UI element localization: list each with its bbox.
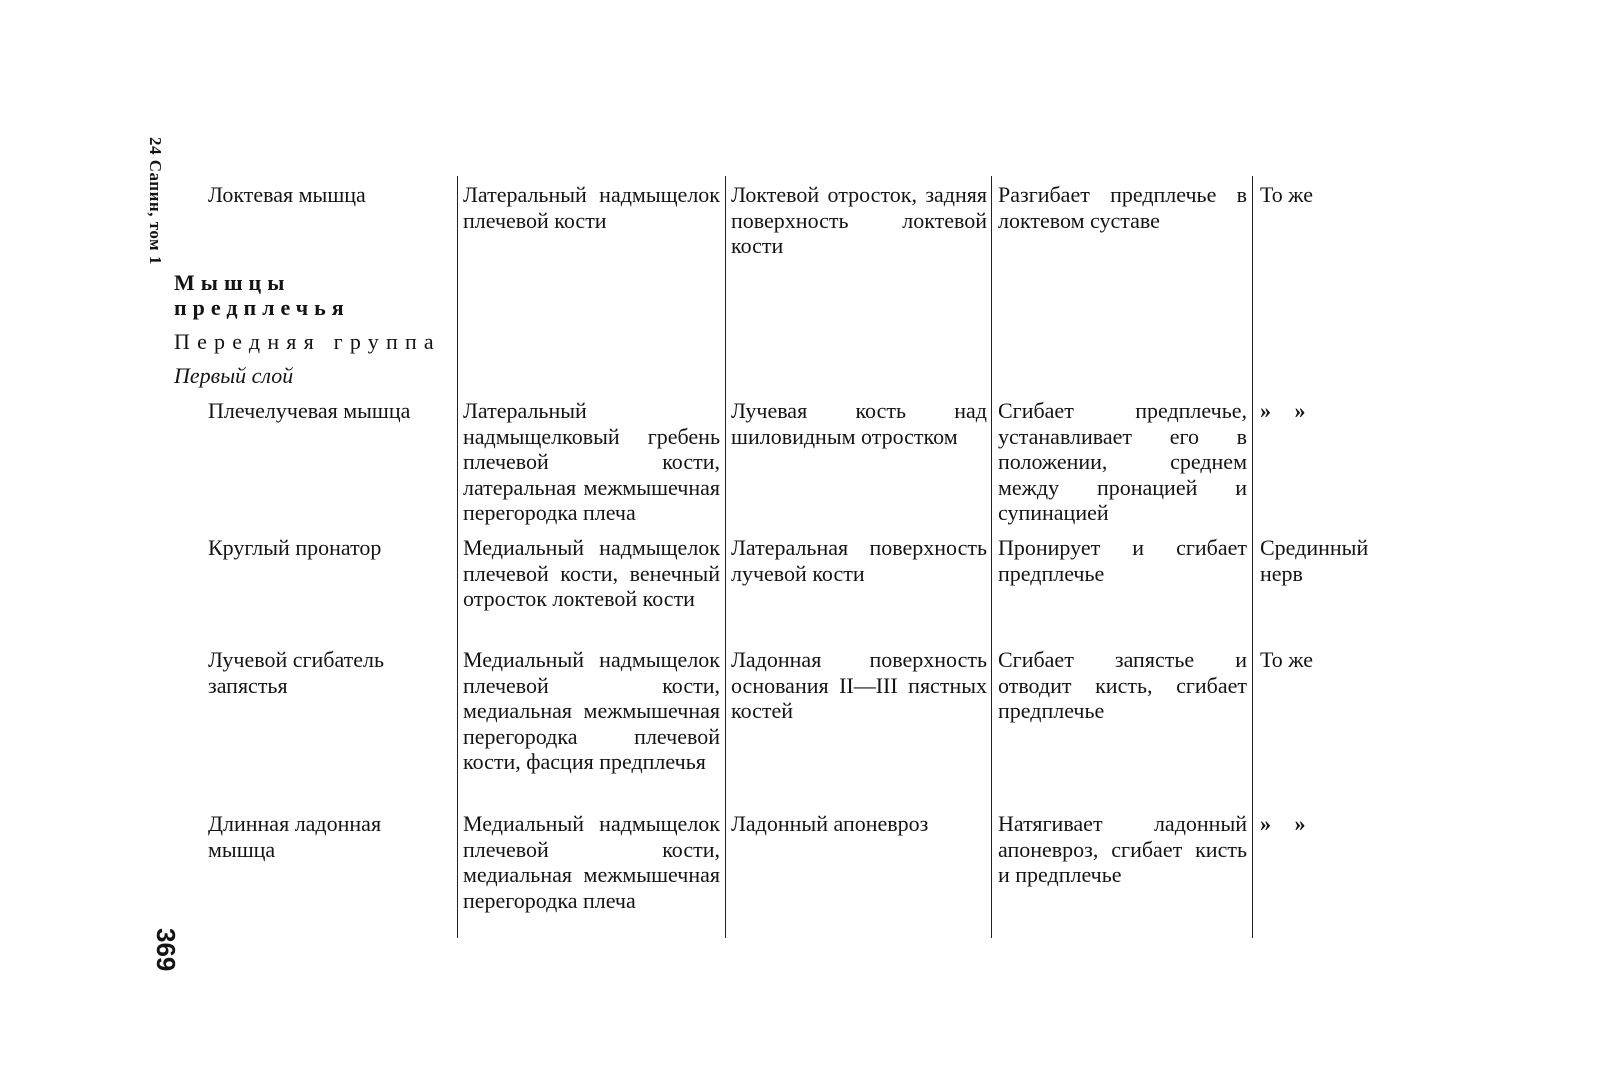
- muscle-function: Разгибает предплечье в локтевом суставе: [998, 182, 1247, 233]
- running-head: 24 Сапин, том 1: [146, 137, 165, 265]
- group-heading: Передняя группа: [174, 329, 441, 354]
- muscle-nerve: Срединный нерв: [1260, 535, 1369, 586]
- column-rule: [457, 176, 458, 938]
- muscle-nerve: » »: [1260, 398, 1306, 423]
- muscle-origin: Медиальный надмыщелок плечевой кости, венечный отросток локтевой кости: [463, 535, 720, 612]
- muscle-name: Локтевая мышца: [208, 182, 366, 207]
- muscle-name: Длинная ладонная мышца: [208, 811, 382, 862]
- muscle-insertion: Лучевая кость над шиловидным отростком: [731, 398, 987, 449]
- muscle-origin: Медиальный надмыщелок плечевой кости, медиальная межмышечная перегородка плечевой кости, фасция предплечья: [463, 647, 720, 775]
- page-number: 369: [151, 928, 181, 972]
- muscle-name: Круглый пронатор: [208, 535, 382, 560]
- muscle-origin: Латеральный надмыщелок плечевой кости: [463, 182, 720, 233]
- muscle-name: Плечелучевая мышца: [208, 398, 411, 423]
- column-rule: [725, 176, 726, 938]
- muscle-insertion: Латеральная поверхность лучевой кости: [731, 535, 987, 586]
- muscle-function: Натягивает ладонный апоневроз, сгибает кисть и предплечье: [998, 811, 1247, 888]
- muscle-origin: Медиальный надмыщелок плечевой кости, медиальная межмышечная перегородка плеча: [463, 811, 720, 913]
- column-rule: [1252, 176, 1253, 938]
- muscle-origin: Латеральный надмыщелковый гребень плечевой кости, латеральная межмышечная перегородка плеча: [463, 398, 720, 526]
- layer-heading: Первый слой: [174, 363, 294, 388]
- muscle-nerve: » »: [1260, 811, 1306, 836]
- muscle-insertion: Ладонный апоневроз: [731, 811, 929, 836]
- muscle-function: Пронирует и сгибает предплечье: [998, 535, 1247, 586]
- column-rule: [991, 176, 992, 938]
- muscle-insertion: Локтевой отросток, задняя поверхность локтевой кости: [731, 182, 987, 259]
- muscle-nerve: То же: [1260, 182, 1313, 207]
- section-heading-cont: предплечья: [174, 295, 350, 320]
- section-heading: Мышцы: [174, 270, 291, 295]
- muscle-function: Сгибает запястье и отводит кисть, сгибает предплечье: [998, 647, 1247, 724]
- muscle-name: Лучевой сгибатель запястья: [208, 647, 385, 698]
- muscle-function: Сгибает предплечье, устанавливает его в положении, среднем между пронацией и супинацией: [998, 398, 1247, 526]
- muscle-nerve: То же: [1260, 647, 1313, 672]
- muscle-insertion: Ладонная поверхность основания II—III пястных костей: [731, 647, 987, 724]
